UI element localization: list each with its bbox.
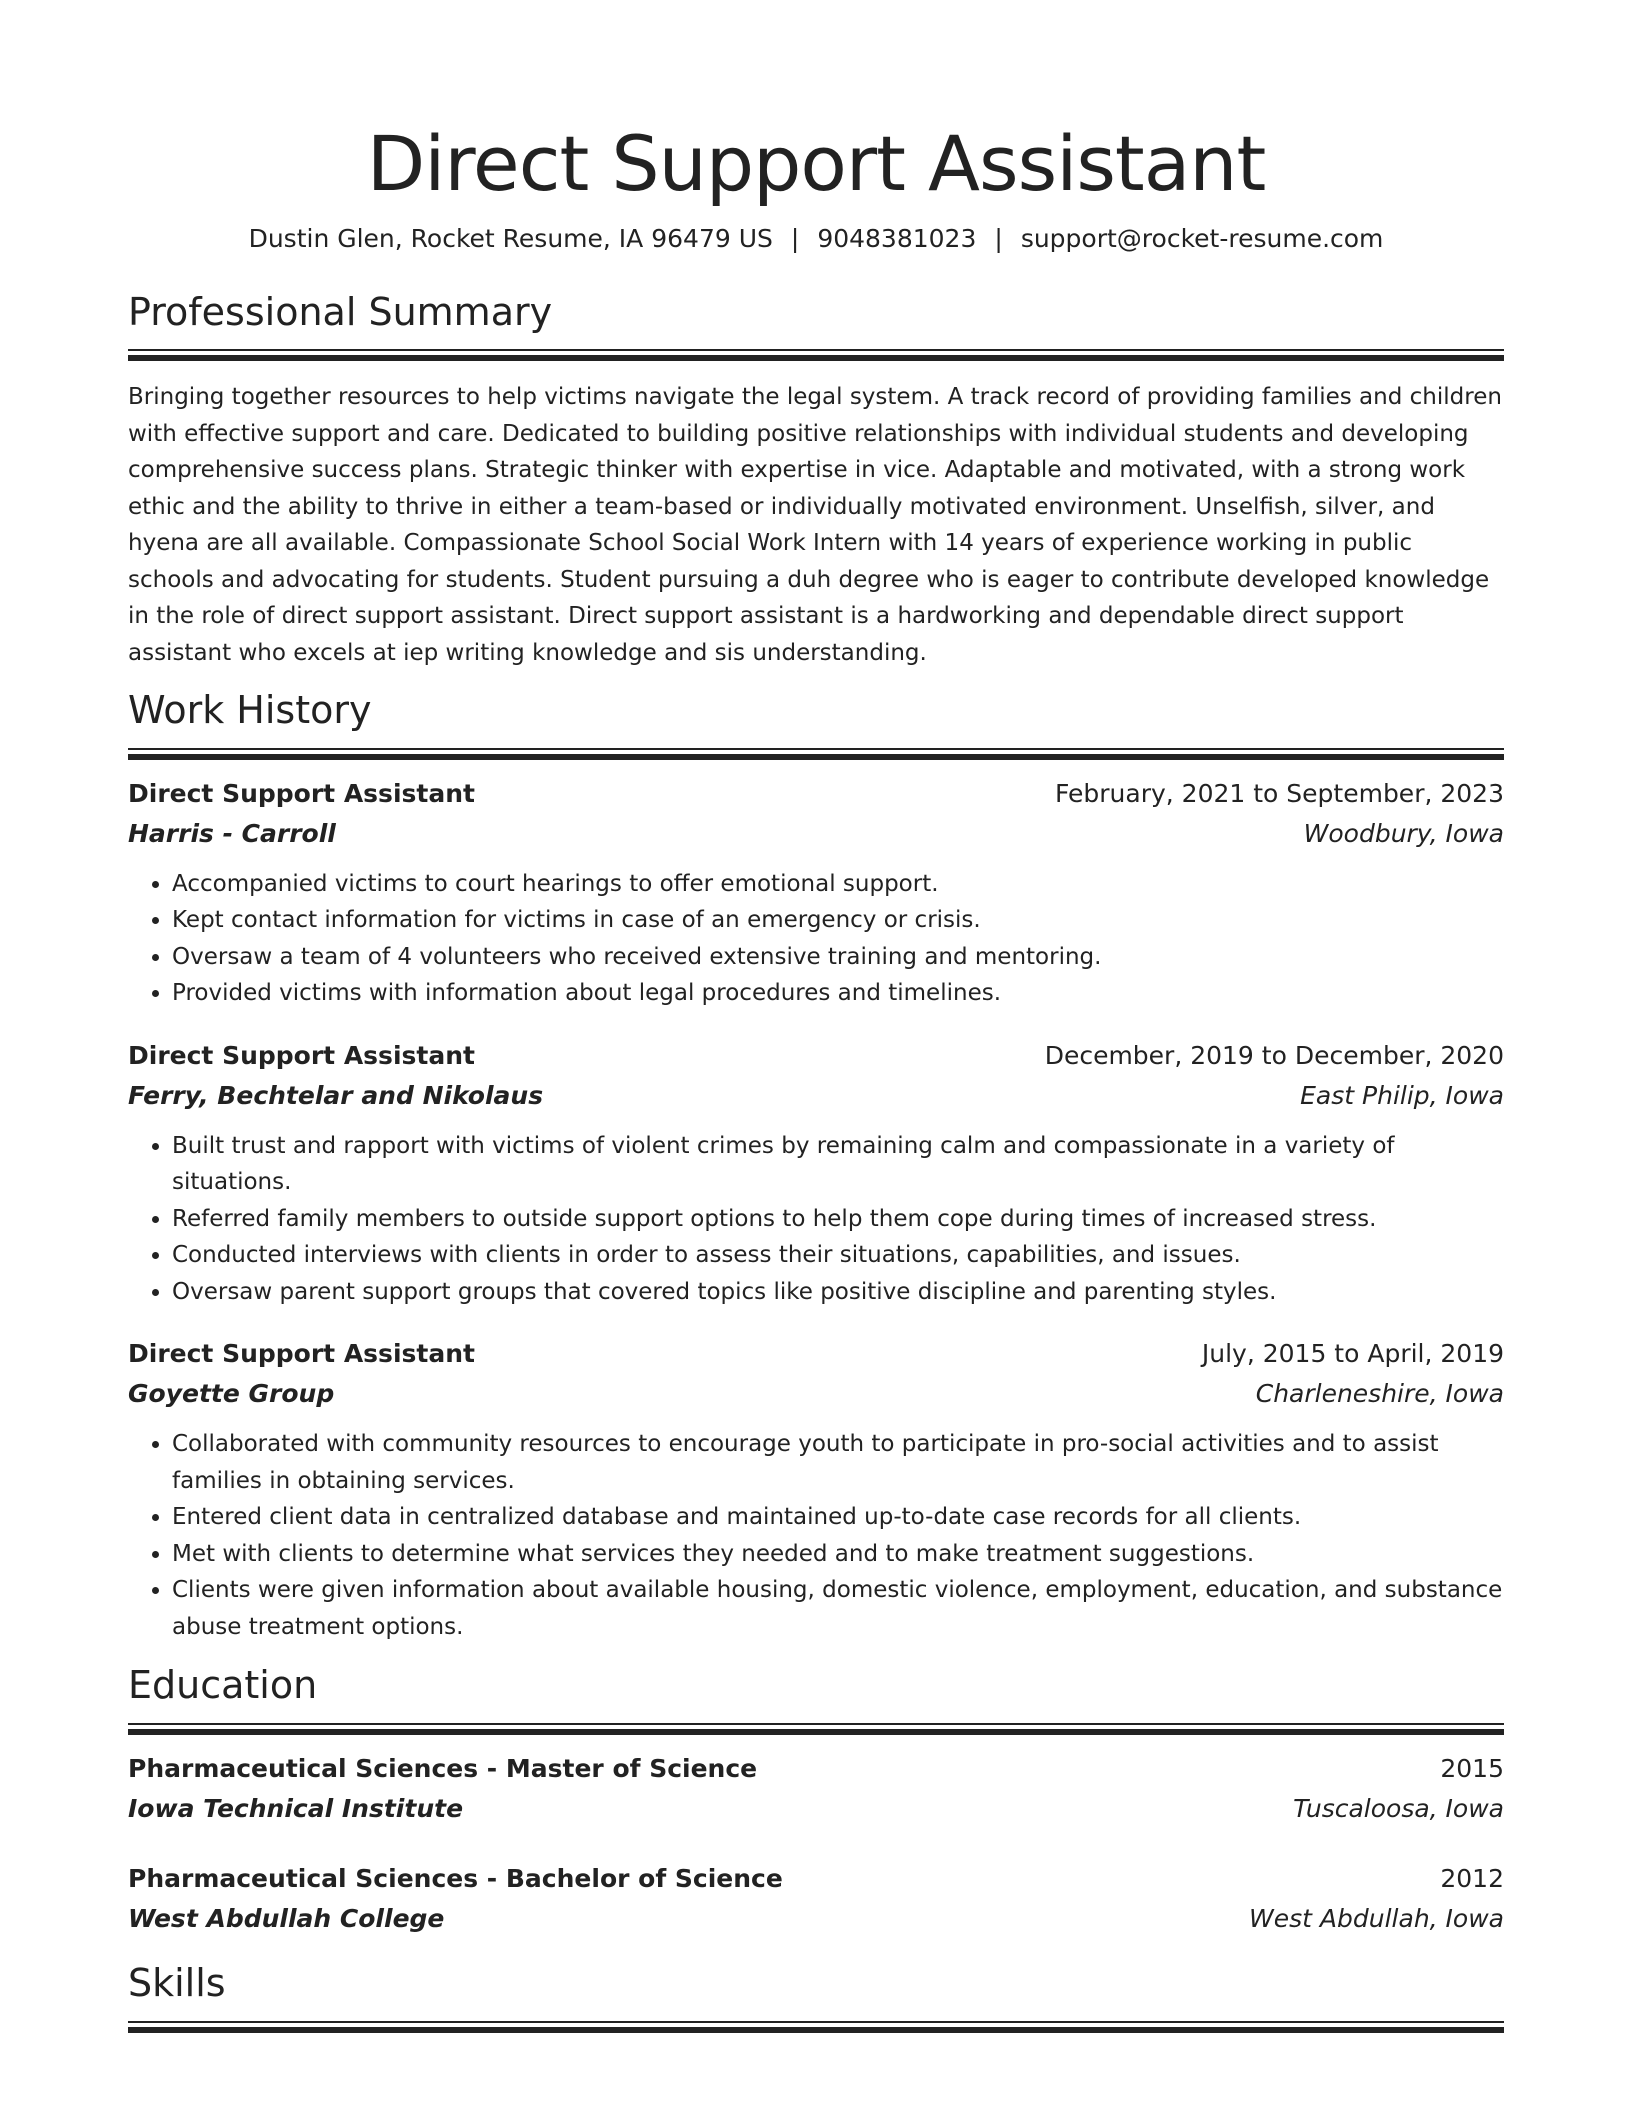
education-school-row xyxy=(128,1899,1504,1939)
job-entry xyxy=(128,1036,1504,1311)
education-year: 2012 xyxy=(1440,1863,1504,1893)
job-location: Woodbury, Iowa xyxy=(1303,818,1504,848)
job-header-row xyxy=(128,1334,1504,1374)
contact-address: Dustin Glen, Rocket Resume, IA 96479 US xyxy=(248,224,773,254)
summary-section xyxy=(128,290,1504,672)
job-location: East Philip, Iowa xyxy=(1300,1080,1504,1110)
contact-separator: | xyxy=(790,224,800,254)
job-bullet: • Met with clients to determine what services they needed and to make treatment suggestions. xyxy=(172,1536,1504,1573)
job-bullets xyxy=(128,1426,1504,1645)
section-heading-summary: Professional Summary xyxy=(128,289,553,334)
section-divider xyxy=(128,1723,1504,1735)
education-entry xyxy=(128,1749,1504,1829)
contact-phone: 9048381023 xyxy=(817,224,977,254)
job-company: Goyette Group xyxy=(128,1379,335,1409)
education-location: West Abdullah, Iowa xyxy=(1249,1903,1504,1933)
job-bullet: • Conducted interviews with clients in order to assess their situations, capabilities, and issues. xyxy=(172,1237,1504,1274)
job-header-row xyxy=(128,1036,1504,1076)
education-degree: Pharmaceutical Sciences - Master of Science xyxy=(128,1753,758,1783)
job-title: Direct Support Assistant xyxy=(128,778,475,808)
education-section xyxy=(128,1663,1504,1939)
job-bullet: • Entered client data in centralized database and maintained up-to-date case records for all clients. xyxy=(172,1499,1504,1536)
section-divider xyxy=(128,748,1504,760)
job-bullet: • Referred family members to outside support options to help them cope during times of increased stress. xyxy=(172,1201,1504,1238)
contact-line xyxy=(128,223,1504,256)
work-section xyxy=(128,688,1504,1645)
job-bullet: • Kept contact information for victims in case of an emergency or crisis. xyxy=(172,902,1504,939)
job-entry xyxy=(128,774,1504,1012)
resume-page xyxy=(128,0,1504,2033)
job-company-row xyxy=(128,1076,1504,1116)
job-company: Ferry, Bechtelar and Nikolaus xyxy=(128,1080,544,1110)
education-location: Tuscaloosa, Iowa xyxy=(1293,1793,1504,1823)
education-header-row xyxy=(128,1859,1504,1899)
education-school: Iowa Technical Institute xyxy=(128,1793,464,1823)
section-divider xyxy=(128,2021,1504,2033)
skills-section xyxy=(128,1961,1504,2033)
job-bullet: • Clients were given information about available housing, domestic violence, employment, education, and substance abuse treatment options. xyxy=(172,1572,1504,1645)
section-heading-work: Work History xyxy=(128,688,372,733)
section-heading-education: Education xyxy=(128,1663,318,1708)
education-degree: Pharmaceutical Sciences - Bachelor of Science xyxy=(128,1863,783,1893)
job-title: Direct Support Assistant xyxy=(128,1339,475,1369)
job-company: Harris - Carroll xyxy=(128,818,336,848)
job-title: Direct Support Assistant xyxy=(128,1040,475,1070)
job-bullet: • Built trust and rapport with victims of violent crimes by remaining calm and compassionate in a variety of situations. xyxy=(172,1128,1504,1201)
job-dates: February, 2021 to September, 2023 xyxy=(1055,778,1504,808)
page-title: Direct Support Assistant xyxy=(366,119,1266,208)
education-school: West Abdullah College xyxy=(128,1903,445,1933)
contact-email[interactable]: support@rocket-resume.com xyxy=(1020,224,1384,254)
job-bullets xyxy=(128,1128,1504,1311)
job-bullet: • Oversaw parent support groups that covered topics like positive discipline and parenting styles. xyxy=(172,1274,1504,1311)
contact-separator: | xyxy=(994,224,1003,254)
job-entry xyxy=(128,1334,1504,1645)
job-bullet: • Accompanied victims to court hearings to offer emotional support. xyxy=(172,866,1504,903)
section-divider xyxy=(128,349,1504,361)
job-bullets xyxy=(128,866,1504,1012)
education-header-row xyxy=(128,1749,1504,1789)
education-entry xyxy=(128,1859,1504,1939)
section-heading-skills: Skills xyxy=(128,1960,226,2005)
summary-text: Bringing together resources to help victims navigate the legal system. A track record of providing families and children with effective support and care. Dedicated to building positive relationships with individual students and developing comprehensive success plans. Strategic thinker with expertise in vice. Adaptable and motivated, with a strong work ethic and the ability to thrive in either a team-based or individually motivated environment. Unselfish, silver, and hyena are all available. Compassionate School Social Work Intern with 14 years of experience working in public schools and advocating for students. Student pursuing a duh degree who is eager to contribute developed knowledge in the role of direct support assistant. Direct support assistant is a hardworking and dependable direct support assistant who excels at iep writing knowledge and sis understanding. xyxy=(128,384,1502,666)
job-company-row xyxy=(128,814,1504,854)
job-bullet: • Provided victims with information about legal procedures and timelines. xyxy=(172,975,1504,1012)
job-header-row xyxy=(128,774,1504,814)
education-school-row xyxy=(128,1789,1504,1829)
job-company-row xyxy=(128,1374,1504,1414)
job-dates: July, 2015 to April, 2019 xyxy=(1201,1339,1504,1369)
job-bullet: • Oversaw a team of 4 volunteers who received extensive training and mentoring. xyxy=(172,939,1504,976)
job-dates: December, 2019 to December, 2020 xyxy=(1044,1040,1504,1070)
job-bullet: • Collaborated with community resources to encourage youth to participate in pro-social activities and to assist families in obtaining services. xyxy=(172,1426,1504,1499)
education-year: 2015 xyxy=(1440,1753,1504,1783)
job-location: Charleneshire, Iowa xyxy=(1255,1379,1504,1409)
